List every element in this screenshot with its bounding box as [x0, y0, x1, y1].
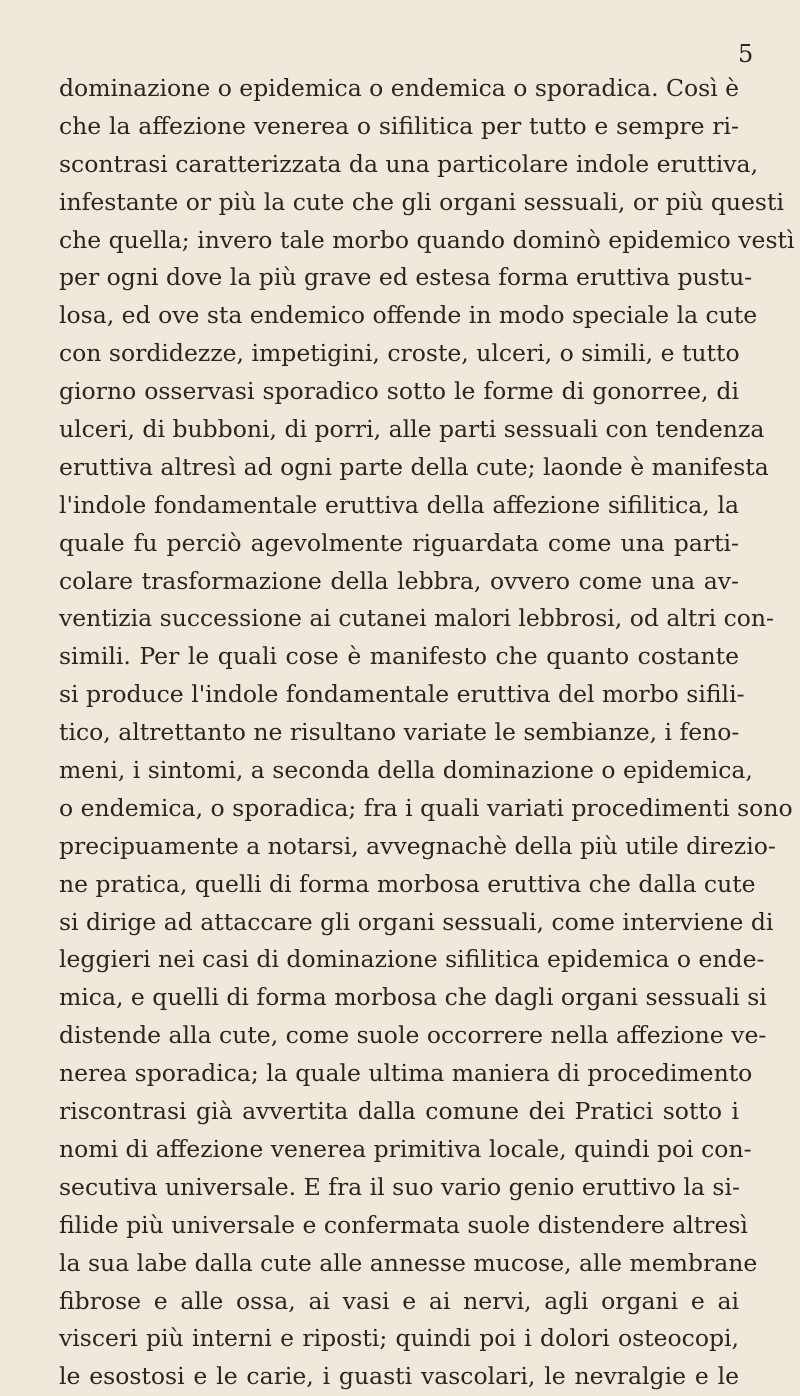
text-line: meni, i sintomi, a seconda della dominazione o epidemica,	[59, 756, 753, 785]
text-line: nomi di affezione venerea primitiva locale, quindi poi con-	[59, 1134, 752, 1163]
text-line: ulceri, di bubboni, di porri, alle parti sessuali con tendenza	[59, 415, 765, 444]
text-line: o endemica, o sporadica; fra i quali variati procedimenti sono	[59, 793, 793, 822]
text-line: colare trasformazione della lebbra, ovvero come una av-	[59, 566, 739, 595]
page-number: 5	[738, 40, 754, 68]
text-line: si produce l'indole fondamentale eruttiva del morbo sifili-	[59, 680, 745, 709]
text-line: l'indole fondamentale eruttiva della affezione sifilitica, la	[59, 490, 739, 519]
text-line: quale fu perciò agevolmente riguardata come una parti-	[59, 528, 739, 557]
text-line: si dirige ad attaccare gli organi sessuali, come interviene di	[59, 907, 774, 936]
text-line: simili. Per le quali cose è manifesto che quanto costante	[59, 642, 739, 671]
text-line: fibrose e alle ossa, ai vasi e ai nervi, agli organi e ai	[59, 1286, 739, 1315]
text-line: mica, e quelli di forma morbosa che dagli organi sessuali si	[59, 983, 767, 1012]
body-text	[59, 70, 795, 1396]
text-line: riscontrasi già avvertita dalla comune dei Pratici sotto i	[59, 1097, 739, 1126]
text-line: ventizia successione ai cutanei malori lebbrosi, od altri con-	[59, 604, 774, 633]
text-line: la sua labe dalla cute alle annesse mucose, alle membrane	[59, 1248, 758, 1277]
text-line: con sordidezze, impetigini, croste, ulceri, o simili, e tutto	[59, 339, 740, 368]
text-line: filide più universale e confermata suole distendere altresì	[59, 1210, 748, 1239]
text-line: precipuamente a notarsi, avvegnachè della più utile direzio-	[59, 831, 776, 860]
text-line: tico, altrettanto ne risultano variate le sembianze, i feno-	[59, 718, 740, 747]
text-line: infestante or più la cute che gli organi sessuali, or più questi	[59, 187, 784, 216]
text-line: secutiva universale. E fra il suo vario genio eruttivo la si-	[59, 1172, 740, 1201]
text-line: visceri più interni e riposti; quindi poi i dolori osteocopi,	[59, 1324, 739, 1353]
text-line: leggieri nei casi di dominazione sifilitica epidemica o ende-	[59, 945, 765, 974]
text-line: dominazione o epidemica o endemica o sporadica. Così è	[59, 74, 740, 102]
text-line: che quella; invero tale morbo quando dominò epidemico vestì	[59, 225, 795, 254]
text-line: losa, ed ove sta endemico offende in modo speciale la cute	[59, 301, 758, 330]
text-line: per ogni dove la più grave ed estesa forma eruttiva pustu-	[59, 263, 753, 292]
text-line: nerea sporadica; la quale ultima maniera di procedimento	[59, 1059, 753, 1088]
text-line: ne pratica, quelli di forma morbosa eruttiva che dalla cute	[59, 869, 756, 898]
text-line: eruttiva altresì ad ogni parte della cute; laonde è manifesta	[59, 452, 769, 481]
text-line: scontrasi caratterizzata da una particolare indole eruttiva,	[59, 149, 759, 178]
text-line: che la affezione venerea o sifilitica per tutto e sempre ri-	[59, 111, 739, 140]
text-line: le esostosi e le carie, i guasti vascolari, le nevralgie e le	[59, 1362, 739, 1391]
text-line: giorno osservasi sporadico sotto le forme di gonorree, di	[59, 377, 739, 406]
text-line: distende alla cute, come suole occorrere nella affezione ve-	[59, 1021, 767, 1050]
